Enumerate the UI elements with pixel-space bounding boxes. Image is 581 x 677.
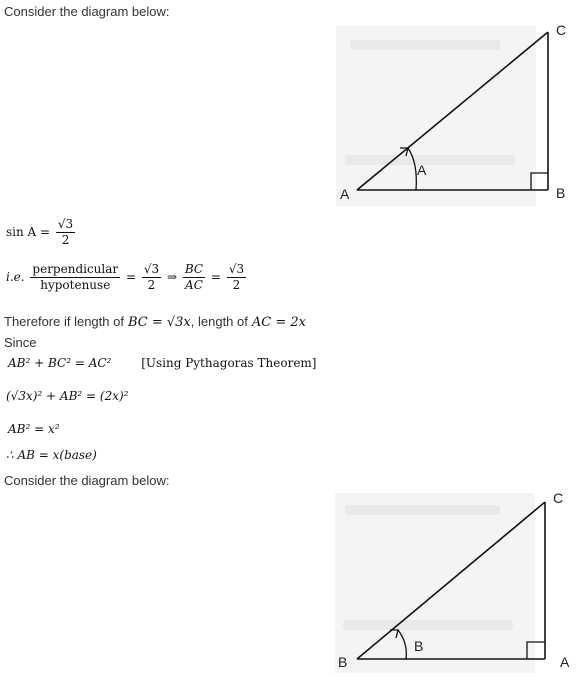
right-angle-mark xyxy=(531,173,548,190)
denominator: 2 xyxy=(232,278,241,292)
angle-arc xyxy=(408,148,416,190)
denominator: 2 xyxy=(147,278,156,292)
equation-ab-squared: AB² = x² xyxy=(8,422,60,436)
triangle-2-svg xyxy=(330,485,581,677)
therefore-text: Therefore if length of xyxy=(4,314,124,329)
equation-sin-a xyxy=(6,217,77,248)
implies-sign: ⇒ xyxy=(166,270,178,284)
hypotenuse-line xyxy=(357,32,548,190)
numerator: √3 xyxy=(228,262,245,276)
equation-ratio xyxy=(6,262,248,293)
math-bc: BC = √3x xyxy=(127,315,191,330)
fraction-root3-2 xyxy=(227,262,246,293)
denominator: AC xyxy=(185,278,203,292)
equation-substitution: (√3x)² + AB² = (2x)² xyxy=(6,389,129,403)
numerator: BC xyxy=(184,262,204,276)
right-angle-mark xyxy=(527,642,545,659)
angle-label: A xyxy=(417,162,427,178)
vertex-label-right: B xyxy=(556,185,566,201)
numerator: √3 xyxy=(57,217,74,231)
equation-ab-result: ∴ AB = x(base) xyxy=(6,448,97,462)
triangle-1-svg xyxy=(330,15,581,210)
vertex-label-top: C xyxy=(553,490,564,506)
intro-text-2: Consider the diagram below: xyxy=(4,473,170,488)
fraction-perp-hyp xyxy=(30,262,120,293)
equation-pythagoras xyxy=(8,356,317,370)
fraction-root3-2 xyxy=(142,262,161,293)
equals-sign: = xyxy=(125,270,137,284)
angle-label: B xyxy=(414,638,424,654)
since-text: Since xyxy=(4,335,37,350)
fraction xyxy=(56,217,75,248)
angle-arc xyxy=(398,630,406,659)
numerator: √3 xyxy=(143,262,160,276)
fraction-bc-ac xyxy=(183,262,205,293)
numerator: perpendicular xyxy=(32,262,119,276)
vertex-label-left: B xyxy=(338,654,348,670)
pythagoras-note: [Using Pythagoras Theorem] xyxy=(141,356,317,370)
equals-sign: = xyxy=(210,270,221,284)
denominator: hypotenuse xyxy=(40,278,111,292)
hypotenuse-line xyxy=(357,502,545,659)
denominator: 2 xyxy=(61,233,70,247)
math-pythagoras: AB² + BC² = AC² xyxy=(8,356,112,370)
therefore-line xyxy=(4,313,306,331)
vertex-label-right: A xyxy=(560,654,570,670)
intro-text-1: Consider the diagram below: xyxy=(4,4,170,19)
vertex-label-left: A xyxy=(340,186,350,202)
math-ac: AC = 2x xyxy=(251,315,306,330)
equation-lhs: sin A = xyxy=(6,225,51,239)
vertex-label-top: C xyxy=(556,22,567,38)
ie-prefix: i.e. xyxy=(6,270,25,284)
length-of-text: , length of xyxy=(190,314,248,329)
